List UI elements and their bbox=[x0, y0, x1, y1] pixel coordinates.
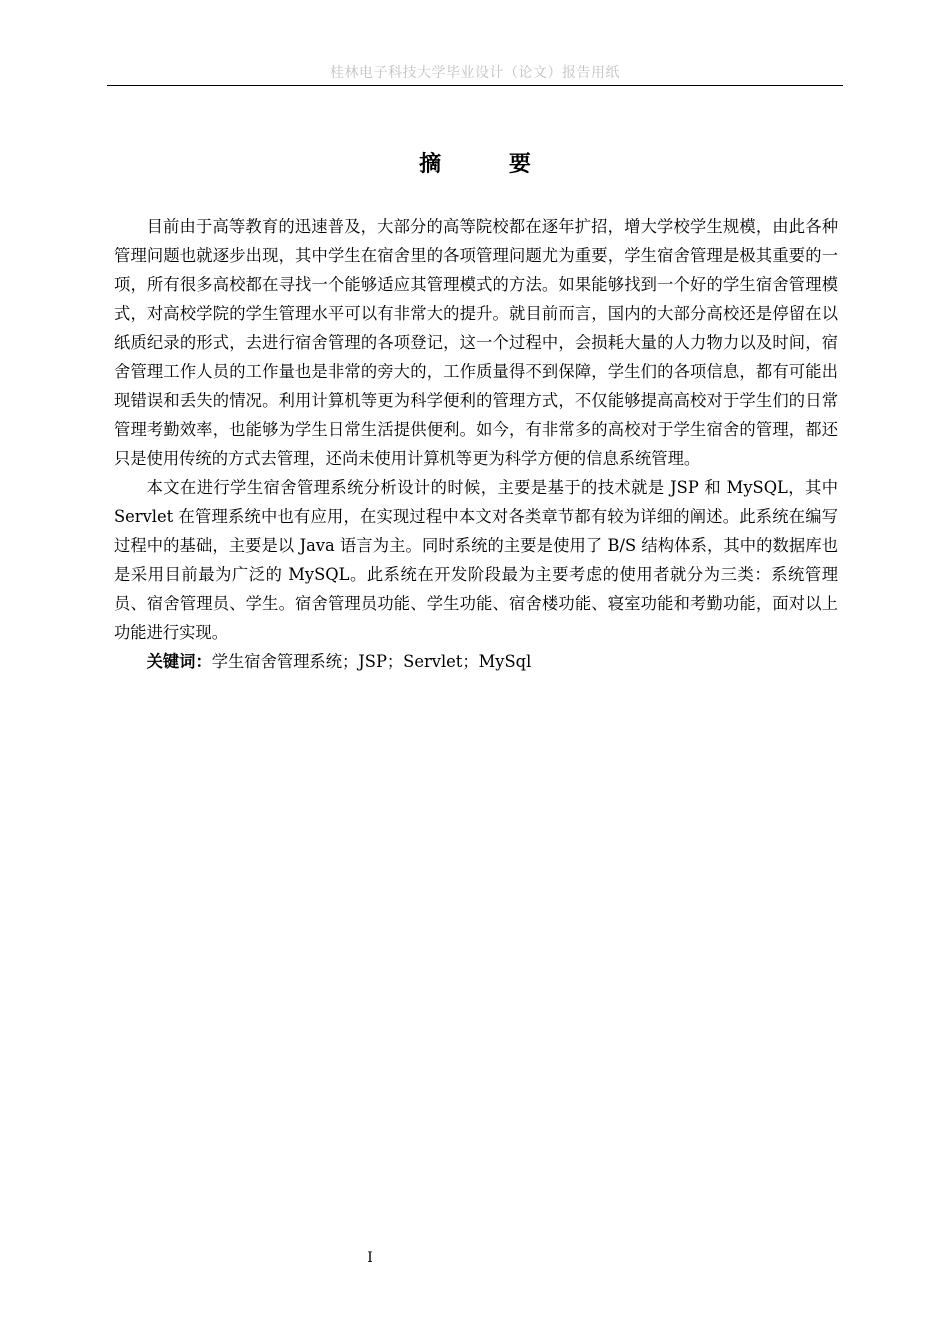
keywords-text: 学生宿舍管理系统；JSP；Servlet；MySql bbox=[211, 652, 532, 671]
abstract-title: 摘 要 bbox=[419, 152, 561, 177]
page-number: I bbox=[367, 1250, 373, 1266]
keywords-label: 关键词： bbox=[146, 652, 212, 671]
abstract-paragraph-2: 本文在进行学生宿舍管理系统分析设计的时候，主要是基于的技术就是 JSP 和 MySQL，其中 Servlet 在管理系统中也有应用，在实现过程中本文对各类章节都有较为详细的阐述。此系统在编写过程中的基础，主要是以 Java 语言为主。同时系统的主要是使用了 B/S 结构体系，其中的数据库也是采用目前最为广泛的 MySQL。此系统在开发阶段最为主要考虑的使用者就分为三类：系统管理员、宿舍管理员、学生。宿舍管理员功能、学生功能、宿舍楼功能、寝室功能和考勤功能，面对以上功能进行实现。 bbox=[114, 478, 838, 642]
keywords-line bbox=[114, 647, 838, 676]
page-header: 桂林电子科技大学毕业设计（论文）报告用纸 bbox=[330, 65, 620, 81]
header-rule bbox=[107, 85, 843, 86]
abstract-paragraph-1: 目前由于高等教育的迅速普及，大部分的高等院校都在逐年扩招，增大学校学生规模，由此各种管理问题也就逐步出现，其中学生在宿舍里的各项管理问题尤为重要，学生宿舍管理是极其重要的一项，所有很多高校都在寻找一个能够适应其管理模式的方法。如果能够找到一个好的学生宿舍管理模式，对高校学院的学生管理水平可以有非常大的提升。就目前而言，国内的大部分高校还是停留在以纸质纪录的形式，去进行宿舍管理的各项登记，这一个过程中，会损耗大量的人力物力以及时间，宿舍管理工作人员的工作量也是非常的旁大的，工作质量得不到保障，学生们的各项信息，都有可能出现错误和丢失的情况。利用计算机等更为科学便利的管理方式，不仅能够提高高校对于学生们的日常管理考勤效率，也能够为学生日常生活提供便利。如今，有非常多的高校对于学生宿舍的管理，都还只是使用传统的方式去管理，还尚未使用计算机等更为科学方便的信息系统管理。 bbox=[114, 217, 838, 468]
abstract-body bbox=[114, 212, 838, 676]
